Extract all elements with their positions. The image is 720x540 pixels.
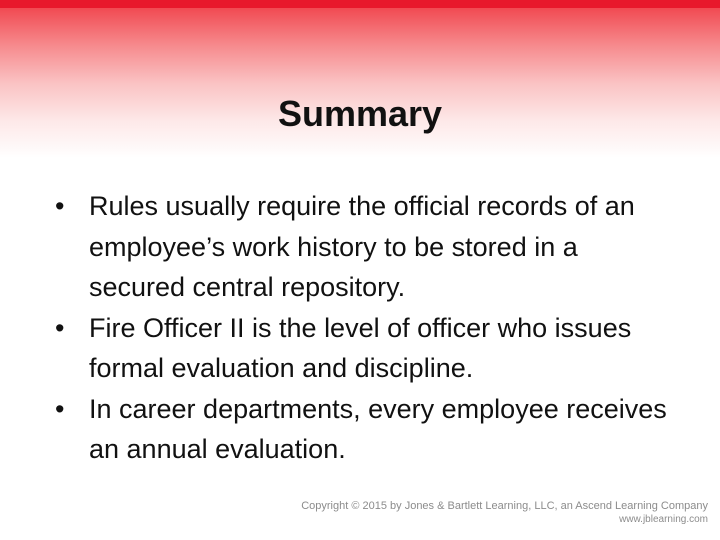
bullet-item xyxy=(55,389,675,470)
bullet-item xyxy=(55,186,675,308)
top-accent-bar xyxy=(0,0,720,8)
bullet-list xyxy=(55,186,675,470)
bullet-marker: • xyxy=(55,312,65,343)
copyright-text: Copyright © 2015 by Jones & Bartlett Learning, LLC, an Ascend Learning Company xyxy=(301,500,708,512)
bullet-text: Fire Officer II is the level of officer who issues formal evaluation and discipline. xyxy=(89,312,632,383)
website-text: www.jblearning.com xyxy=(619,514,708,525)
bullet-text: In career departments, every employee receives an annual evaluation. xyxy=(89,393,667,464)
bullet-item xyxy=(55,308,675,389)
bullet-marker: • xyxy=(55,191,65,221)
copyright-footer xyxy=(301,499,708,526)
slide-title: Summary xyxy=(277,93,443,134)
bullet-marker: • xyxy=(55,393,65,424)
bullet-text: Rules usually require the official records of an employee’s work history to be stored in a secured central repository. xyxy=(89,191,635,302)
